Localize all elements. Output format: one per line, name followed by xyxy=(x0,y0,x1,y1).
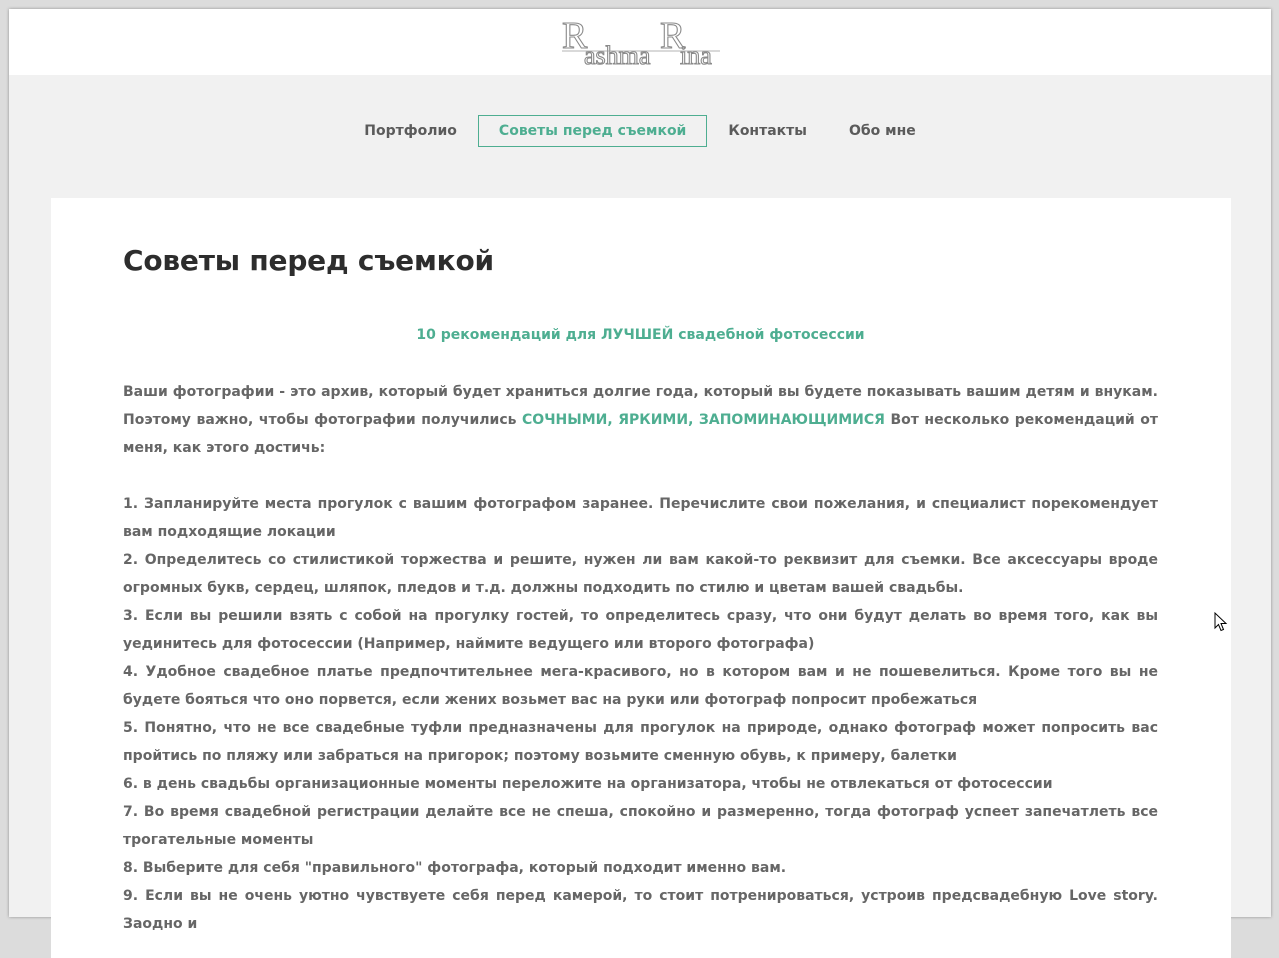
intro-highlight: СОЧНЫМИ, ЯРКИМИ, ЗАПОМИНАЮЩИМИСЯ xyxy=(522,412,885,428)
logo-word-2: ina xyxy=(680,41,712,70)
tip-7: 7. Во время свадебной регистрации делайте все не спеша, спокойно и размеренно, тогда фотограф успеет запечатлеть все трогательные моменты xyxy=(123,804,1158,848)
tip-4: 4. Удобное свадебное платье предпочтительнее мега-красивого, но в котором вам и не пошевелиться. Кроме того вы не будете бояться что оно порвется, если жених возьмет вас на руки или фотограф попросит пробежаться xyxy=(123,664,1158,708)
tip-6: 6. в день свадьбы организационные моменты переложите на организатора, чтобы не отвлекаться от фотосессии xyxy=(123,776,1053,792)
site-header xyxy=(9,9,1271,75)
browser-viewport xyxy=(9,9,1271,932)
main-nav xyxy=(9,115,1271,147)
spacer xyxy=(123,462,1158,490)
logo[interactable] xyxy=(560,14,722,70)
intro-text-end: Вот несколько рекомендаций от меня, как этого достичь: xyxy=(123,412,1158,456)
tip-9: 9. Если вы не очень уютно чувствуете себя перед камерой, то стоит потренироваться, устроив предсвадебную Love story. Заодно и xyxy=(123,888,1158,932)
mouse-cursor-icon xyxy=(1214,612,1228,632)
logo-word-1: ashma xyxy=(584,41,651,70)
tip-1: 1. Запланируйте места прогулок с вашим фотографом заранее. Перечислите свои пожелания, и специалист порекомендует вам подходящие локации xyxy=(123,496,1158,540)
nav-about[interactable]: Обо мне xyxy=(848,123,916,139)
nav-tips-before-shoot[interactable]: Советы перед съемкой xyxy=(478,115,707,147)
intro-paragraph xyxy=(123,378,1158,462)
page-title: Советы перед съемкой xyxy=(123,244,494,277)
tip-8: 8. Выберите для себя "правильного" фотографа, который подходит именно вам. xyxy=(123,860,787,876)
intro-text: Ваши фотографии - это архив, который будет храниться долгие года, который вы будете показывать вашим детям и внукам. Поэтому важно, чтобы фотографии получились xyxy=(123,384,1158,428)
nav-portfolio[interactable]: Портфолио xyxy=(364,123,457,139)
article-subtitle: 10 рекомендаций для ЛУЧШЕЙ свадебной фотосессии xyxy=(416,327,865,343)
tip-5: 5. Понятно, что не все свадебные туфли предназначены для прогулок на природе, однако фотограф может попросить вас пройтись по пляжу или забраться на пригорок; поэтому возьмите сменную обувь, к примеру, балетки xyxy=(123,720,1158,764)
content-card xyxy=(51,198,1231,958)
tip-2: 2. Определитесь со стилистикой торжества и решите, нужен ли вам какой-то реквизит для съемки. Все аксессуары вроде огромных букв, сердец, шляпок, пледов и т.д. должны подходить по стилю и цветам вашей свадьбы. xyxy=(123,552,1158,596)
logo-letter-r2: R xyxy=(660,15,686,57)
nav-contacts[interactable]: Контакты xyxy=(728,123,807,139)
logo-letter-r1: R xyxy=(562,15,588,57)
article-body xyxy=(123,378,1158,938)
tip-3: 3. Если вы решили взять с собой на прогулку гостей, то определитесь сразу, что они будут делать во время того, как вы уединитесь для фотосессии (Например, наймите ведущего или второго фотографа) xyxy=(123,608,1158,652)
